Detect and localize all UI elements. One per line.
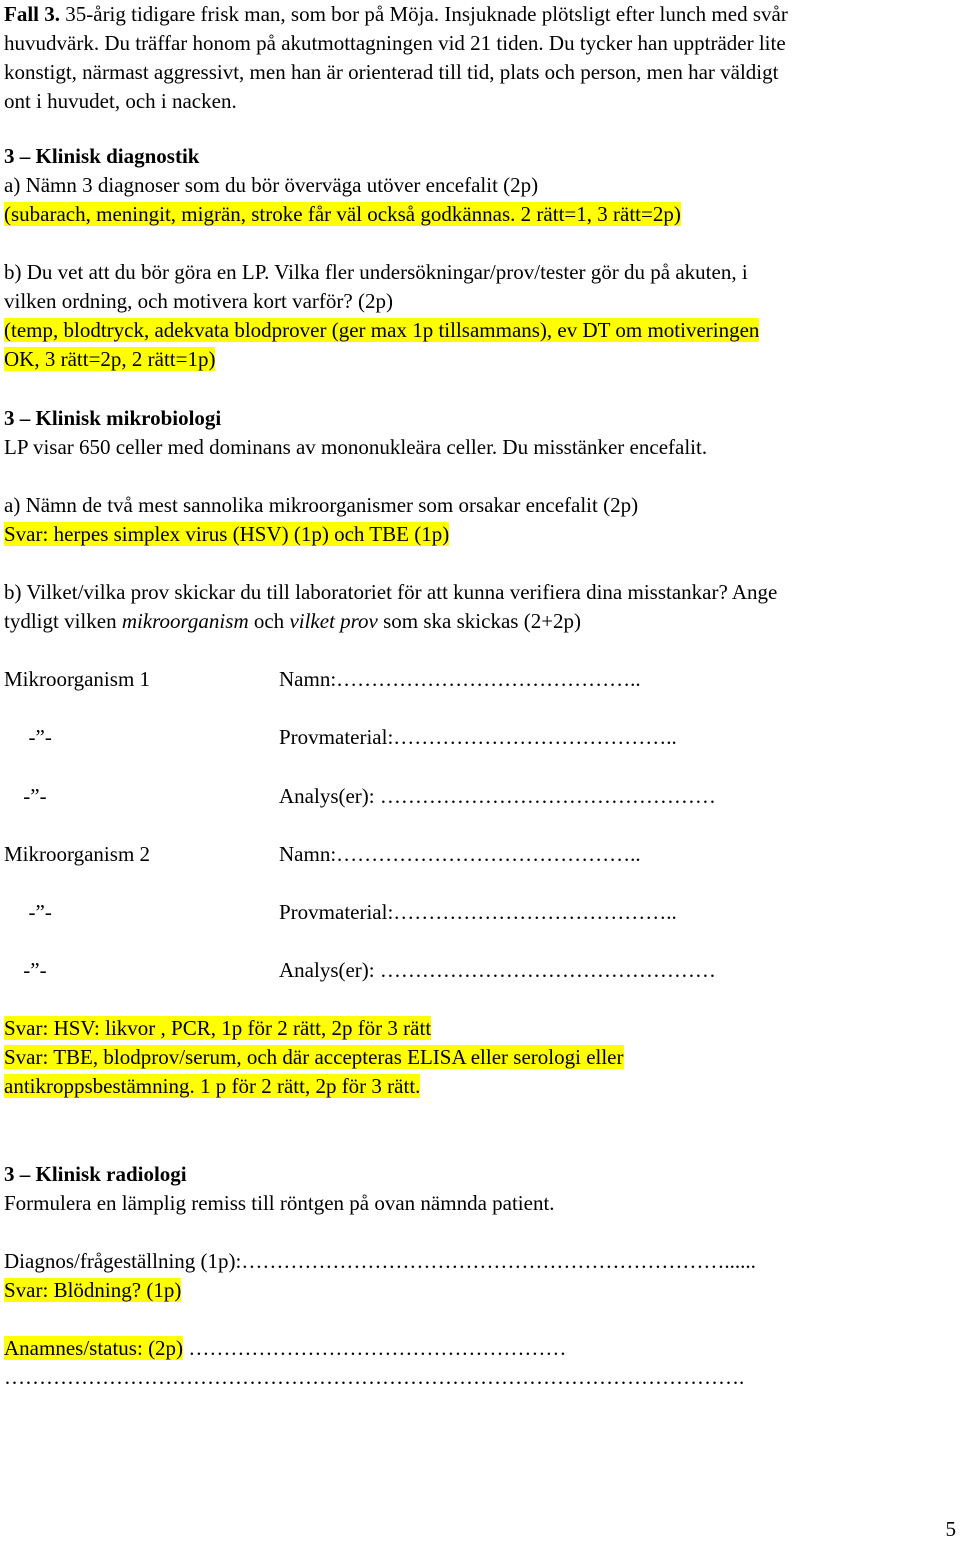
section-heading: 3 – Klinisk diagnostik xyxy=(4,144,200,168)
section-heading: 3 – Klinisk radiologi xyxy=(4,1162,187,1186)
question-a: a) Nämn 3 diagnoser som du bör överväga utöver encefalit (2p) xyxy=(4,173,539,197)
case-text-line: huvudvärk. Du träffar honom på akutmottagningen vid 21 tiden. Du tycker han uppträder lite xyxy=(4,31,786,55)
radiologi-anamnes xyxy=(4,1334,956,1392)
form-row xyxy=(0,840,960,869)
answer-b-line: OK, 3 rätt=2p, 2 rätt=1p) xyxy=(4,347,216,371)
intro-text: Formulera en lämplig remiss till röntgen på ovan nämnda patient. xyxy=(4,1191,555,1215)
diagnos-field: Diagnos/frågeställning (1p):……………………………………………………………...... xyxy=(4,1249,756,1273)
form-row xyxy=(0,782,960,811)
question-a: a) Nämn de två mest sannolika mikroorganismer som orsakar encefalit (2p) xyxy=(4,493,639,517)
answer-line: Svar: HSV: likvor , PCR, 1p för 2 rätt, 2p för 3 rätt xyxy=(4,1016,432,1040)
form-row-label: -”- xyxy=(18,900,52,924)
form-row-label: -”- xyxy=(18,958,47,982)
question-b-line: b) Vilket/vilka prov skickar du till laboratoriet för att kunna verifiera dina misstankar? Ange xyxy=(4,580,778,604)
page-number: 5 xyxy=(945,1517,956,1541)
diagnos-answer: Svar: Blödning? (1p) xyxy=(4,1278,182,1302)
form-row xyxy=(0,665,960,694)
anamnes-dots: ……………………………………………… xyxy=(183,1336,567,1360)
form-row-label: -”- xyxy=(18,725,52,749)
form-row xyxy=(0,956,960,985)
case-text-line: 35-årig tidigare frisk man, som bor på Möja. Insjuknade plötsligt efter lunch med svår xyxy=(60,2,788,26)
question-b-line: tydligt vilken mikroorganism och vilket prov som ska skickas (2+2p) xyxy=(4,609,582,633)
answer-b-line: (temp, blodtryck, adekvata blodprover (ger max 1p tillsammans), ev DT om motiveringen xyxy=(4,318,760,342)
form-row xyxy=(0,723,960,752)
form-row-field: Analys(er): ………………………………………… xyxy=(279,958,716,982)
form-row-field: Namn:…………………………………….. xyxy=(279,842,641,866)
question-b-line: b) Du vet att du bör göra en LP. Vilka fler undersökningar/prov/tester gör du på akuten, i xyxy=(4,260,748,284)
mikrobiologi-section xyxy=(4,404,956,462)
diagnostik-section xyxy=(4,142,956,229)
answer-a: Svar: herpes simplex virus (HSV) (1p) och TBE (1p) xyxy=(4,522,450,546)
case-text-line: konstigt, närmast aggressivt, men han är orienterad till tid, plats och person, men har väldigt xyxy=(4,60,779,84)
anamnes-dots: ……………………………………………………………………………………………. xyxy=(4,1365,745,1389)
form-row-label: -”- xyxy=(18,784,47,808)
case-text-line: ont i huvudet, och i nacken. xyxy=(4,89,237,113)
mikrobiologi-answers xyxy=(4,1014,956,1101)
section-heading: 3 – Klinisk mikrobiologi xyxy=(4,406,222,430)
anamnes-label: Anamnes/status: (2p) xyxy=(4,1336,184,1360)
answer-line: antikroppsbestämning. 1 p för 2 rätt, 2p för 3 rätt. xyxy=(4,1074,421,1098)
form-row-label: Mikroorganism 1 xyxy=(4,667,151,691)
form-row xyxy=(0,898,960,927)
question-b-line: vilken ordning, och motivera kort varför? (2p) xyxy=(4,289,393,313)
intro-text: LP visar 650 celler med dominans av mononukleära celler. Du misstänker encefalit. xyxy=(4,435,708,459)
case-label: Fall 3. xyxy=(4,2,60,26)
form-row-field: Provmaterial:………………………………….. xyxy=(279,725,677,749)
radiologi-section xyxy=(4,1160,956,1218)
answer-a: (subarach, meningit, migrän, stroke får väl också godkännas. 2 rätt=1, 3 rätt=2p) xyxy=(4,202,681,226)
form-row-field: Namn:…………………………………….. xyxy=(279,667,641,691)
form-row-label: Mikroorganism 2 xyxy=(4,842,151,866)
form-row-field: Analys(er): ………………………………………… xyxy=(279,784,716,808)
answer-line: Svar: TBE, blodprov/serum, och där accepteras ELISA eller serologi eller xyxy=(4,1045,624,1069)
mikrobiologi-question-b xyxy=(4,578,956,636)
mikrobiologi-question-a xyxy=(4,491,956,549)
radiologi-diagnos xyxy=(4,1247,956,1305)
case-description xyxy=(4,0,956,116)
form-row-field: Provmaterial:………………………………….. xyxy=(279,900,677,924)
diagnostik-question-b xyxy=(4,258,956,374)
